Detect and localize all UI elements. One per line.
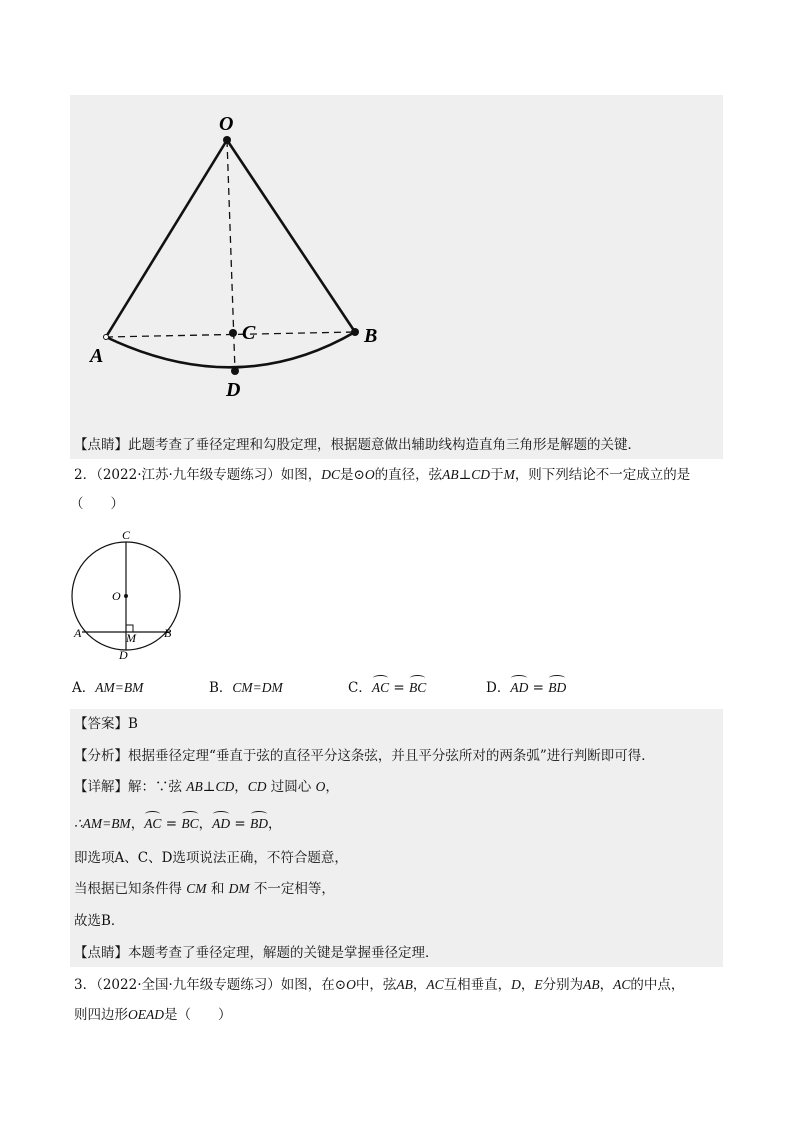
answer-value: B (128, 716, 138, 732)
arc-AD: AD (212, 814, 230, 834)
detail-text: 解：∵弦 (128, 779, 187, 795)
detail-text: 不一定相等， (249, 881, 335, 897)
point-D (231, 367, 239, 375)
detail-tag: 【详解】 (74, 779, 128, 795)
point-C (229, 329, 237, 337)
arc-BC: BC (409, 678, 426, 698)
analysis-text: 根据垂径定理“垂直于弦的直径平分这条弦，并且平分弦所对的两条弧”进行判断即可得． (128, 748, 655, 764)
var-O: O (315, 779, 326, 794)
point-O (223, 136, 231, 144)
label-B: B (164, 626, 172, 640)
var-AC: AC (426, 977, 444, 992)
option-c-label: C． (348, 680, 372, 696)
center-point (124, 594, 128, 598)
var-CM: CM (186, 881, 207, 896)
var-M: M (503, 467, 515, 482)
detail-text: ， (130, 816, 145, 832)
line-OB (227, 140, 355, 332)
detail-row-2 (74, 814, 282, 834)
var-AB: AB (583, 977, 600, 992)
tip-tag: 【点睛】 (74, 945, 128, 961)
var-AB-perp-CD: AB⊥CD (186, 779, 235, 794)
option-b-text: CM=DM (232, 680, 283, 695)
var-AC: AC (613, 977, 631, 992)
equals: = (528, 680, 549, 696)
answer-tag: 【答案】 (74, 716, 128, 732)
label-D: D (226, 379, 241, 401)
q2-stem-line2: （ ） (70, 496, 124, 512)
q3-text: ， (599, 977, 614, 993)
label-D: D (119, 648, 128, 662)
option-c (348, 678, 426, 698)
q3-stem-line2 (74, 1005, 232, 1025)
var-AB: AB (396, 977, 413, 992)
var-CD: CD (247, 779, 267, 794)
point-A (104, 335, 109, 340)
q1-tip (74, 435, 641, 455)
detail-text: ， (268, 816, 282, 832)
detail-text: 过圆心 (266, 779, 316, 795)
option-d (486, 678, 566, 698)
arc-BD: BD (250, 814, 268, 834)
option-a-text: AM=BM (95, 680, 144, 695)
option-d-label: D． (486, 680, 511, 696)
label-A: A (74, 626, 82, 640)
label-O: O (219, 113, 234, 135)
detail-text: ， (234, 779, 248, 795)
equals: = (389, 680, 410, 696)
arc-BD: BD (548, 678, 566, 698)
q2-tip (74, 943, 439, 963)
equals: = (230, 816, 251, 832)
circle-figure (66, 524, 190, 664)
var-O: O (346, 977, 356, 992)
label-B: B (364, 325, 378, 347)
answer-row (74, 714, 138, 734)
arc-AD: AD (510, 678, 528, 698)
q3-source: 3．（2022·全国·九年级专题练习）如图，在⊙ (74, 977, 347, 993)
q3-text: 中，弦 (355, 977, 397, 993)
var-DM: DM (228, 881, 250, 896)
q2-text: 于 (490, 467, 504, 483)
var-AB-perp-CD: AB⊥CD (442, 467, 491, 482)
q2-text: ，则下列结论不一定成立的是 (514, 467, 691, 483)
detail-text: ， (198, 816, 213, 832)
detail-text: 当根据已知条件得 (74, 881, 187, 897)
label-C: C (242, 322, 256, 344)
analysis-row (74, 746, 655, 766)
arc-AC: AC (372, 678, 389, 698)
q3-text: 的中点， (630, 977, 685, 993)
var-D: D (511, 977, 521, 992)
tip-text: 此题考查了垂径定理和勾股定理，根据题意做出辅助线构造直角三角形是解题的关键． (128, 437, 641, 453)
detail-row-1 (74, 777, 339, 797)
q3-text: 则四边形 (74, 1007, 128, 1023)
var-E: E (534, 977, 543, 992)
label-C: C (122, 528, 131, 542)
q3-text: 分别为 (542, 977, 584, 993)
var-O: O (364, 467, 375, 482)
var-DC: DC (321, 467, 341, 482)
q2-text: 的直径，弦 (374, 467, 443, 483)
q3-text: 互相垂直， (443, 977, 512, 993)
option-a (72, 678, 143, 698)
option-b-label: B． (209, 680, 233, 696)
var-OEAD: OEAD (128, 1007, 164, 1022)
sector-figure (70, 95, 723, 459)
tip-tag: 【点睛】 (74, 437, 128, 453)
q3-text: 是（ ） (164, 1007, 232, 1023)
q3-text: ， (412, 977, 427, 993)
q2-source: 2．（2022·江苏·九年级专题练习）如图， (74, 467, 322, 483)
point-B (351, 328, 359, 336)
tip-text: 本题考查了垂径定理，解题的关键是掌握垂径定理． (128, 945, 439, 961)
option-b (209, 678, 283, 698)
q2-text: 是⊙ (340, 467, 365, 483)
arc-BC: BC (181, 814, 198, 834)
detail-text: 和 (206, 881, 229, 897)
q3-text: ， (520, 977, 535, 993)
option-a-label: A． (72, 680, 96, 696)
arc-ADB (106, 332, 355, 367)
detail-text: ， (325, 779, 339, 795)
equals: = (161, 816, 182, 832)
label-M: M (126, 631, 136, 645)
analysis-tag: 【分析】 (74, 748, 128, 764)
detail-row-4 (74, 879, 335, 899)
label-A: A (90, 345, 104, 367)
q2-stem-line1 (74, 465, 690, 485)
detail-row-5: 故选B． (74, 913, 125, 929)
line-OA (106, 140, 227, 337)
arc-AC: AC (144, 814, 161, 834)
detail-eq: ∴AM=BM (74, 816, 131, 831)
detail-row-3: 即选项A、C、D选项说法正确，不符合题意， (74, 850, 348, 866)
q3-stem-line1 (74, 975, 684, 995)
label-O: O (112, 589, 121, 603)
